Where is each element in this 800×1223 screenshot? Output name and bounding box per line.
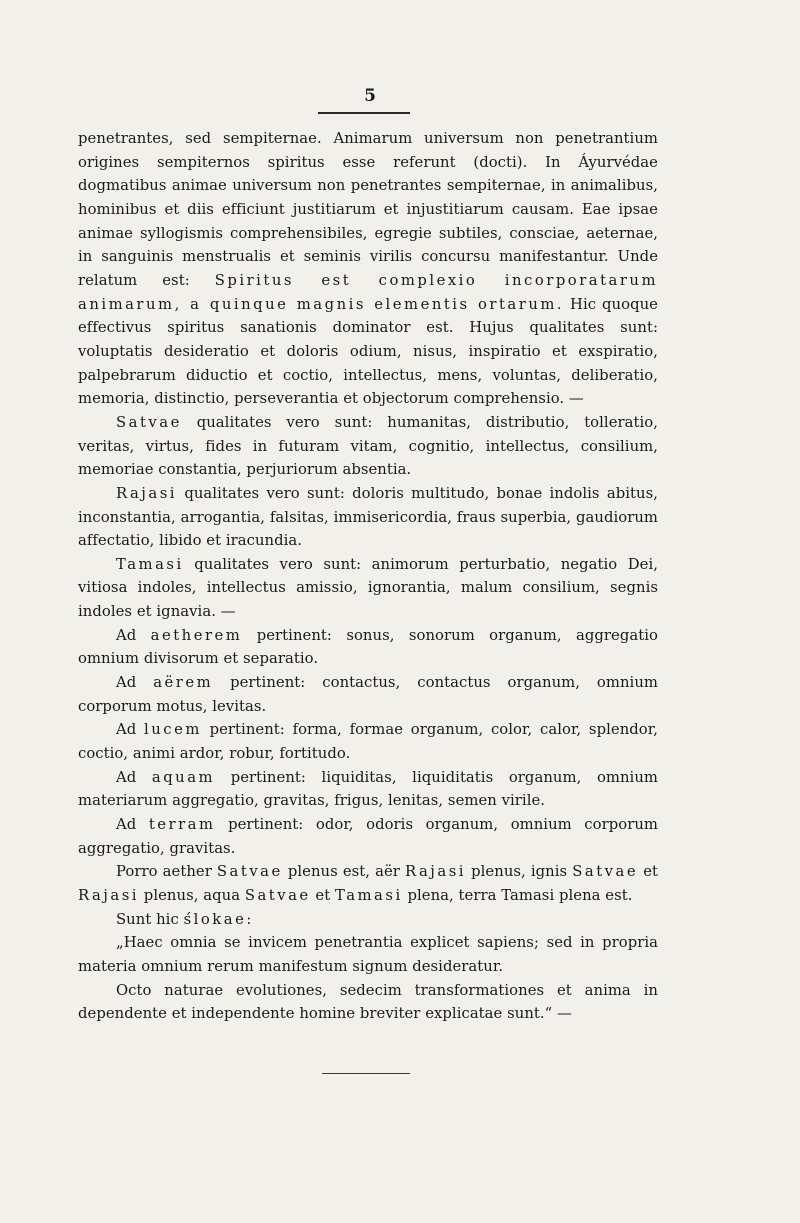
text-run: Ad — [116, 721, 145, 739]
text-run: et — [310, 887, 335, 904]
page-number: 5 — [364, 86, 376, 106]
paragraph — [78, 813, 658, 860]
text-run: qualitates vero sunt: doloris multitudo, bonae indolis abitus, inconstantia, arrogantia, falsitas, immisericordia, fraus superbia, gaudiorum affectatio, libido et iracundia. — [78, 484, 658, 550]
spaced-term: Tamasi — [116, 555, 184, 573]
spaced-term: Tamasi — [334, 887, 403, 904]
text-run: qualitates vero sunt: animorum perturbatio, negatio Dei, vitiosa indoles, intellectus amissio, ignorantia, malum consilium, segnis indoles et ignavia. — — [78, 555, 658, 621]
spaced-term: Satvae — [116, 413, 182, 431]
text-run: plena, terra Tamasi plena est. — [402, 887, 633, 904]
text-run: Porro aether — [116, 863, 217, 881]
text-run: pertinent: contactus, contactus organum, omnium corporum motus, levitas. — [78, 674, 658, 715]
text-run: : — [246, 910, 252, 928]
body-text — [78, 127, 658, 1026]
paragraph — [78, 860, 658, 907]
paragraph — [78, 553, 658, 624]
end-rule — [322, 1073, 410, 1074]
spaced-term: terram — [148, 816, 216, 834]
spaced-term: Rajasi — [116, 484, 178, 502]
paragraph — [78, 411, 658, 482]
spaced-term: Satvae — [572, 863, 639, 881]
paragraph — [78, 127, 658, 411]
spaced-term: Rajasi — [405, 863, 467, 881]
spaced-term: ślokae — [183, 910, 247, 928]
text-run: Sunt hic — [116, 910, 184, 928]
paragraph — [78, 671, 658, 718]
paragraph — [78, 908, 658, 932]
text-run: Ad — [116, 816, 149, 834]
text-run: qualitates vero sunt: humanitas, distributio, tolleratio, veritas, virtus, fides in futuram vitam, cognitio, intellectus, consilium, memoriae constantia, perjuriorum absentia. — [78, 413, 658, 479]
text-run: plenus, ignis — [466, 863, 573, 881]
text-run: Ad — [116, 674, 154, 692]
spaced-term: Satvae — [216, 863, 283, 881]
text-run: pertinent: forma, formae organum, color, calor, splendor, coctio, animi ardor, robur, fortitudo. — [78, 721, 658, 763]
text-run: plenus, aqua — [139, 887, 245, 904]
paragraph — [78, 482, 658, 553]
text-run: Octo naturae evolutiones, sedecim transformationes et anima in dependente et independente homine breviter explicatae sunt.“ — — [78, 981, 658, 1023]
text-run: pertinent: odor, odoris organum, omnium corporum aggregatio, gravitas. — [78, 816, 658, 857]
text-run: pertinent: liquiditas, liquiditatis organum, omnium materiarum aggregatio, gravitas, frigus, lenitas, semen virile. — [78, 768, 659, 810]
paragraph — [78, 624, 658, 671]
spaced-term: lucem — [144, 721, 202, 739]
text-run: Ad — [116, 626, 151, 644]
spaced-term: aquam — [151, 768, 216, 786]
text-run: Ad — [116, 768, 152, 786]
text-run: Hic quoque effectivus spiritus sanationis dominator est. Hujus qualitates sunt: voluptatis desideratio et doloris odium, nisus, inspiratio et exspiratio, palpebrarum diductio et coctio, intellectus, mens, voluntas, deliberatio, memoria, distinctio, perseverantia et objectorum comprehensio. — — [78, 295, 658, 408]
spaced-term: Rajasi — [78, 887, 140, 904]
paragraph — [78, 718, 658, 765]
text-run: pertinent: sonus, sonorum organum, aggregatio omnium divisorum et separatio. — [78, 626, 658, 668]
paragraph — [78, 766, 658, 813]
paragraph — [78, 931, 658, 978]
text-run: et — [638, 863, 658, 881]
spaced-term: Spiritus est complexio incorporatarum animarum, a quinque magnis elementis ortarum. — [78, 271, 658, 313]
text-run: „Haec omnia se invicem penetrantia explicet sapiens; sed in propria materia omnium rerum manifestum signum desideratur. — [78, 934, 658, 975]
text-run: penetrantes, sed sempiternae. Animarum universum non penetrantium origines sempiternos spiritus esse referunt (docti). In Áyurvédae dogmatibus animae universum non penetrantes sempiternae, in animalibus, hominibus et diis efficiunt justitiarum et injustitiarum causam. Eae ipsae animae syllogismis comprehensibiles, egregie subtiles, consciae, aeternae, in sanguinis menstrualis et seminis virilis concursu manifestantur. Unde relatum est: — [78, 130, 658, 289]
spaced-term: aërem — [153, 674, 214, 692]
spaced-term: Satvae — [244, 887, 311, 904]
header-rule — [318, 112, 410, 114]
text-run: plenus est, aër — [282, 863, 405, 881]
spaced-term: aetherem — [150, 626, 243, 644]
paragraph — [78, 979, 658, 1026]
